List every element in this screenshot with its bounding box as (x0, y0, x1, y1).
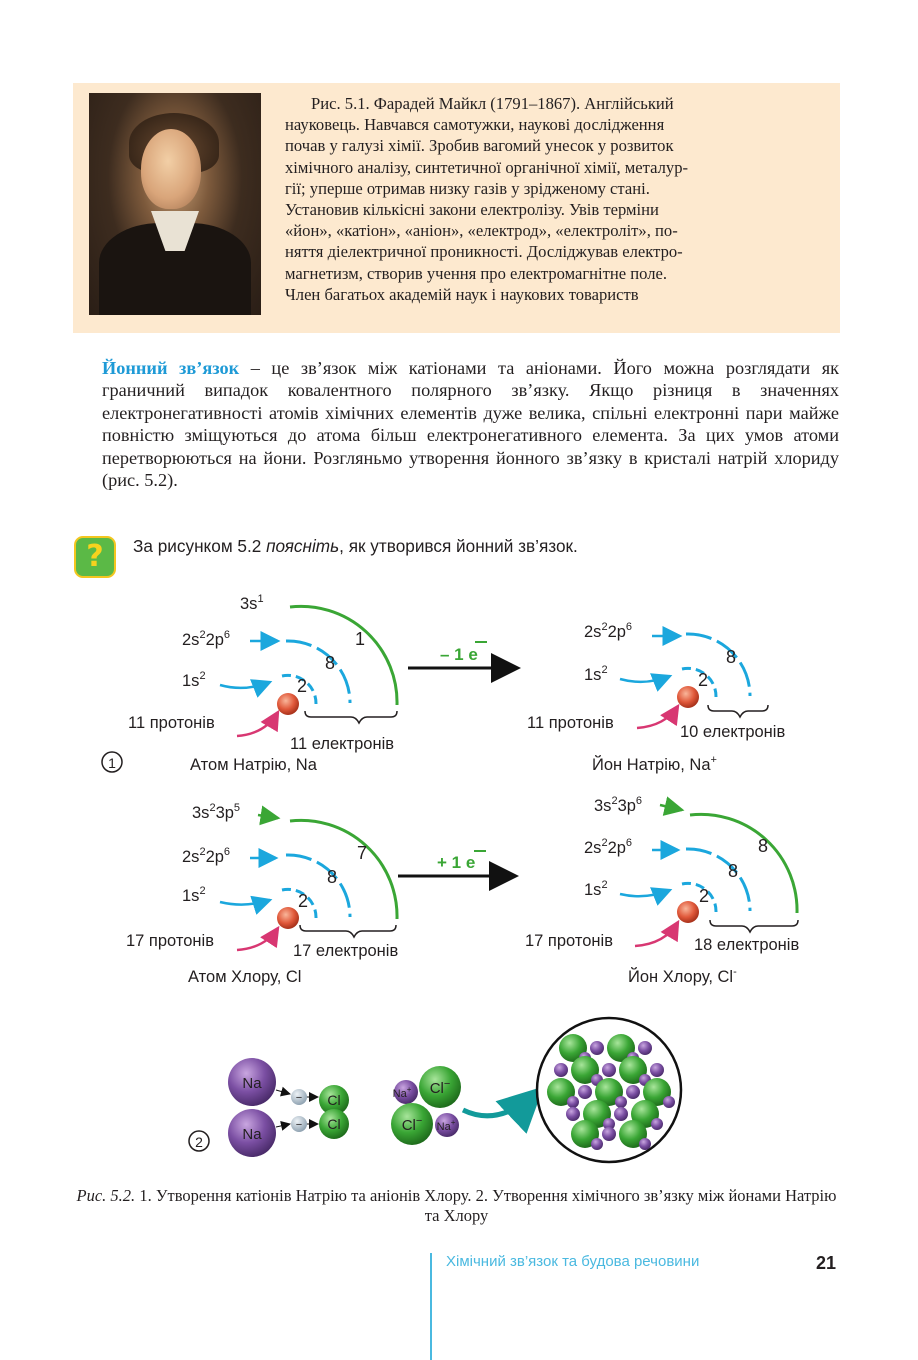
svg-text:1s2: $1s^2$ (584, 879, 608, 899)
na-atom-title: Атом Натрію, Na (190, 756, 317, 774)
svg-text:2: 2 (298, 891, 309, 911)
svg-text:1: 1 (355, 629, 366, 649)
cl-atom-title: Атом Хлору, Cl (188, 968, 302, 986)
bio-line: Рис. 5.1. Фарадей Майкл (1791–1867). Англійський (311, 94, 674, 113)
svg-text:2: 2 (195, 1134, 203, 1150)
chloride-ion-diagram (525, 795, 799, 986)
electron-gain-arrow (398, 851, 516, 876)
electrons-label: 10 електронів (680, 723, 786, 741)
figure-marker-1 (102, 752, 122, 772)
svg-text:2s22p6: $2s^22p^6$ (182, 629, 231, 649)
svg-text:Na+: Na+ (436, 1118, 456, 1133)
sodium-ion-diagram (527, 621, 785, 774)
svg-text:3s23p5: $3s^23p^5$ (192, 802, 241, 822)
page-number: 21 (816, 1253, 837, 1273)
svg-text:– 1 e: – 1 e (440, 645, 478, 664)
svg-text:Cl−: Cl− (429, 1078, 451, 1097)
svg-text:Na: Na (242, 1126, 262, 1143)
svg-text:−: − (295, 1119, 303, 1131)
protons-label: 17 протонів (525, 932, 613, 950)
svg-text:1s2: $1s^2$ (584, 664, 608, 684)
cl-ion-title: Йон Хлору, Cl- (628, 966, 737, 986)
sodium-ion (602, 1063, 616, 1077)
bio-line: науковець. Навчався самотужки, наукові дослідження (285, 115, 665, 135)
svg-text:2: 2 (699, 886, 710, 906)
sodium-ion (591, 1138, 603, 1150)
sodium-ion (626, 1085, 640, 1099)
ionic-bond-term: Йонний зв’язок (102, 358, 240, 378)
electrons-label: 17 електронів (293, 942, 399, 960)
svg-text:1: 1 (108, 755, 116, 771)
sodium-ion (663, 1096, 675, 1108)
bio-line: почав у галузі хімії. Зробив вагомий унесок у розвиток (285, 136, 674, 156)
sodium-ion (614, 1107, 628, 1121)
protons-label: 11 протонів (527, 714, 614, 732)
bio-line: хімічного аналізу, синтетичної органічної хімії, металур- (285, 157, 689, 177)
svg-text:2s22p6: $2s^22p^6$ (584, 837, 633, 857)
svg-text:Na+: Na+ (392, 1085, 412, 1100)
electrons-label: 18 електронів (694, 936, 800, 954)
svg-text:2: 2 (698, 670, 709, 690)
protons-label: 17 протонів (126, 932, 214, 950)
sodium-ion (651, 1118, 663, 1130)
svg-text:1s2: $1s^2$ (182, 885, 206, 905)
bio-line: магнетизм, створив учення про електромагнітне поле. (285, 263, 668, 283)
sodium-ion (638, 1041, 652, 1055)
svg-text:Cl−: Cl− (401, 1115, 423, 1134)
svg-text:1s2: $1s^2$ (182, 670, 206, 690)
svg-text:2s22p6: $2s^22p^6$ (584, 621, 633, 641)
bio-line: Член багатьох академій наук і наукових товариств (285, 284, 639, 304)
sodium-ion (650, 1063, 664, 1077)
svg-text:7: 7 (357, 843, 368, 863)
question-text: За рисунком 5.2 поясніть, як утворився йонний зв’язок. (133, 536, 578, 556)
svg-text:8: 8 (726, 647, 737, 667)
svg-text:8: 8 (325, 653, 336, 673)
svg-text:2: 2 (297, 676, 308, 696)
svg-text:8: 8 (327, 867, 338, 887)
sodium-ion (566, 1107, 580, 1121)
section-title: Хімічний зв’язок та будова речовини (446, 1253, 700, 1270)
svg-text:2s22p6: $2s^22p^6$ (182, 846, 231, 866)
svg-text:3s1: $3s^1$ (240, 593, 264, 613)
na-ion-title: Йон Натрію, Na+ (592, 754, 717, 774)
sodium-ion (615, 1096, 627, 1108)
svg-text:3s23p6: $3s^23p^6$ (594, 795, 643, 815)
svg-text:+ 1 e: + 1 e (437, 853, 476, 872)
bio-line: «йон», «катіон», «аніон», «електрод», «електроліт», по- (285, 221, 678, 241)
electron-loss-arrow (408, 642, 518, 668)
svg-text:−: − (295, 1092, 303, 1104)
paragraph-text: – це зв’язок між катіонами та аніонами. Його можна розглядати як граничний випадок ковалентного полярного зв’язку. Якщо різниця в значеннях електронегативності атомів хімічних елементів дуже велика, спільні електронні пари майже повністю зміщуються до атома більш електронегативного елемента. За цих умов атоми перетворюються на йони. Розгляньмо утворення йонного зв’язку в кристалі натрій хлориду (рис. 5.2). (102, 358, 839, 491)
sodium-ion (554, 1063, 568, 1077)
bio-line: няття діелектричної проникності. Досліджував електро- (285, 242, 683, 262)
bio-line: Установив кількісні закони електролізу. Увів терміни (285, 200, 659, 220)
svg-text:Na: Na (242, 1075, 262, 1092)
bio-line: гії; уперше отримав низку газів у зрідженому стані. (285, 178, 650, 198)
svg-text:8: 8 (728, 861, 739, 881)
footer-divider (430, 1253, 432, 1360)
sodium-ion (578, 1085, 592, 1099)
sodium-ion (567, 1096, 579, 1108)
sodium-ion (590, 1041, 604, 1055)
chlorine-atom-diagram (126, 802, 398, 986)
figure-caption: Рис. 5.2. 1. Утворення катіонів Натрію та аніонів Хлору. 2. Утворення хімічного зв’язку між йонами Натрію та Хлору (76, 1186, 837, 1225)
question-icon: ? (74, 536, 116, 578)
protons-label: 11 протонів (128, 714, 215, 732)
figure-marker-2 (189, 1131, 209, 1151)
sodium-ion (602, 1127, 616, 1141)
sodium-ion (639, 1138, 651, 1150)
sodium-atom-diagram (128, 593, 397, 774)
svg-text:8: 8 (758, 836, 769, 856)
svg-text:Cl: Cl (327, 1116, 341, 1132)
electrons-label: 11 електронів (290, 735, 395, 753)
nacl-crystal-lattice (537, 1018, 681, 1162)
svg-text:Cl: Cl (327, 1092, 341, 1108)
